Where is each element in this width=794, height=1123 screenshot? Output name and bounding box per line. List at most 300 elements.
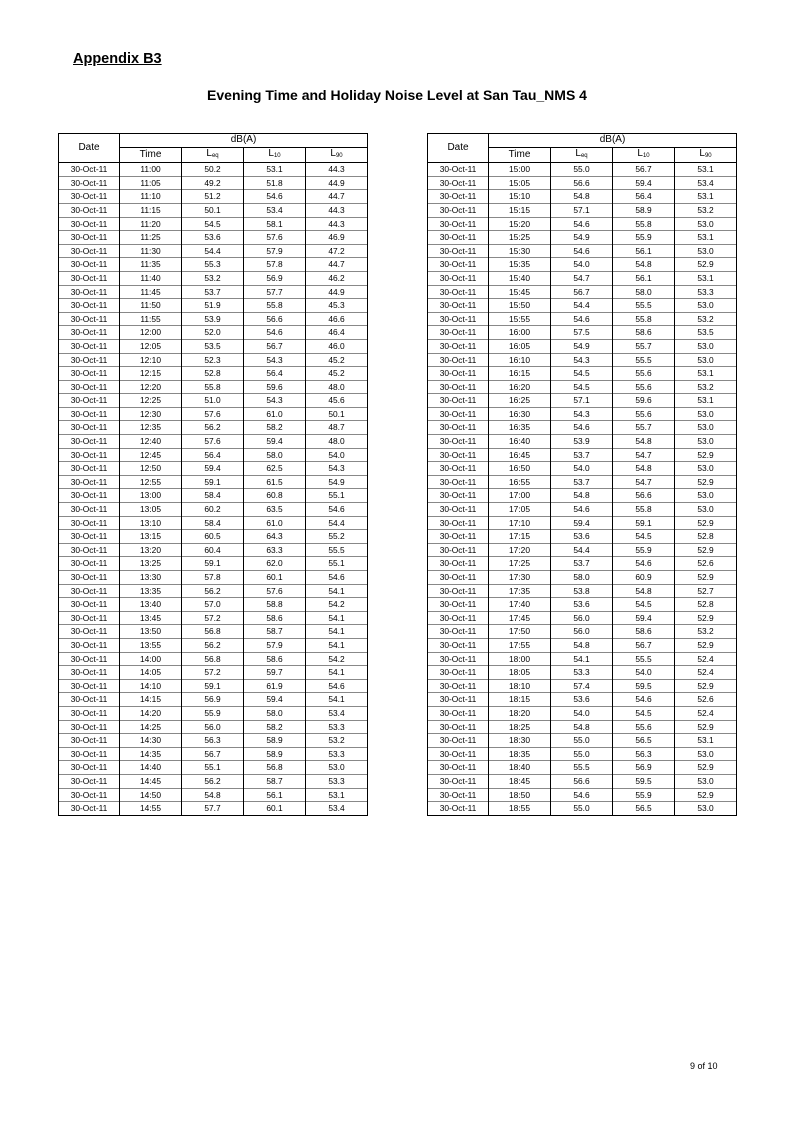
leq-cell: 53.9 [551, 435, 613, 449]
date-cell: 30-Oct-11 [59, 244, 120, 258]
l10-cell: 60.1 [244, 571, 306, 585]
date-cell: 30-Oct-11 [59, 163, 120, 177]
leq-cell: 53.8 [551, 584, 613, 598]
l10-cell: 53.4 [244, 203, 306, 217]
date-cell: 30-Oct-11 [59, 367, 120, 381]
table-row [428, 176, 737, 190]
time-cell: 17:30 [489, 571, 551, 585]
l10-cell: 54.8 [613, 462, 675, 476]
l10-cell: 57.7 [244, 285, 306, 299]
time-cell: 12:35 [120, 421, 182, 435]
date-cell: 30-Oct-11 [59, 231, 120, 245]
leq-cell: 57.2 [182, 666, 244, 680]
l10-cell: 63.5 [244, 503, 306, 517]
date-cell: 30-Oct-11 [428, 190, 489, 204]
unit-header: dB(A) [489, 134, 737, 148]
l10-cell: 60.1 [244, 802, 306, 816]
table-row [59, 462, 368, 476]
l90-cell: 53.1 [675, 734, 737, 748]
time-cell: 15:55 [489, 312, 551, 326]
l90-cell: 54.4 [306, 516, 368, 530]
date-cell: 30-Oct-11 [428, 693, 489, 707]
l90-cell: 53.0 [675, 407, 737, 421]
l10-cell: 56.1 [613, 244, 675, 258]
time-cell: 18:55 [489, 802, 551, 816]
time-cell: 13:25 [120, 557, 182, 571]
date-cell: 30-Oct-11 [59, 625, 120, 639]
l90-header-sub: 90 [704, 152, 712, 159]
l10-cell: 58.9 [613, 203, 675, 217]
l10-cell: 54.0 [613, 666, 675, 680]
l90-cell: 53.0 [675, 774, 737, 788]
time-cell: 14:30 [120, 734, 182, 748]
leq-cell: 56.6 [551, 774, 613, 788]
l10-cell: 64.3 [244, 530, 306, 544]
time-cell: 15:20 [489, 217, 551, 231]
time-cell: 13:40 [120, 598, 182, 612]
l90-cell: 46.4 [306, 326, 368, 340]
leq-cell: 55.1 [182, 761, 244, 775]
l10-cell: 56.1 [244, 788, 306, 802]
leq-cell: 59.1 [182, 557, 244, 571]
l10-header-sub: 10 [642, 152, 650, 159]
time-cell: 16:50 [489, 462, 551, 476]
table-row [428, 693, 737, 707]
l90-cell: 44.3 [306, 217, 368, 231]
leq-cell: 53.9 [182, 312, 244, 326]
time-cell: 14:20 [120, 706, 182, 720]
leq-cell: 54.8 [551, 489, 613, 503]
l10-cell: 60.9 [613, 571, 675, 585]
l90-cell: 52.4 [675, 652, 737, 666]
date-cell: 30-Oct-11 [428, 761, 489, 775]
date-cell: 30-Oct-11 [59, 353, 120, 367]
l10-cell: 59.4 [244, 435, 306, 449]
l90-cell: 53.0 [675, 421, 737, 435]
table-row [59, 448, 368, 462]
date-cell: 30-Oct-11 [59, 394, 120, 408]
l10-cell: 58.0 [244, 448, 306, 462]
table-row [428, 734, 737, 748]
date-cell: 30-Oct-11 [428, 571, 489, 585]
time-cell: 11:45 [120, 285, 182, 299]
time-cell: 15:00 [489, 163, 551, 177]
l90-cell: 53.0 [675, 747, 737, 761]
leq-header-base: L [575, 147, 581, 159]
leq-cell: 54.5 [551, 367, 613, 381]
date-cell: 30-Oct-11 [428, 217, 489, 231]
l90-cell: 53.0 [675, 489, 737, 503]
l90-cell: 54.1 [306, 625, 368, 639]
table-row [59, 299, 368, 313]
date-cell: 30-Oct-11 [428, 557, 489, 571]
date-cell: 30-Oct-11 [59, 421, 120, 435]
date-cell: 30-Oct-11 [428, 475, 489, 489]
leq-cell: 52.0 [182, 326, 244, 340]
l10-cell: 54.8 [613, 258, 675, 272]
l90-cell: 48.7 [306, 421, 368, 435]
table-row [428, 421, 737, 435]
l10-cell: 54.8 [613, 584, 675, 598]
l10-cell: 59.7 [244, 666, 306, 680]
date-cell: 30-Oct-11 [428, 258, 489, 272]
l10-cell: 58.6 [613, 625, 675, 639]
noise-table-left [58, 133, 368, 816]
l10-cell: 51.8 [244, 176, 306, 190]
l10-cell: 54.7 [613, 448, 675, 462]
table-row [428, 190, 737, 204]
date-cell: 30-Oct-11 [428, 435, 489, 449]
table-row [428, 666, 737, 680]
table-row [428, 598, 737, 612]
leq-cell: 56.4 [182, 448, 244, 462]
leq-header [551, 147, 613, 163]
l90-cell: 53.1 [675, 231, 737, 245]
leq-cell: 54.4 [551, 543, 613, 557]
l10-cell: 61.0 [244, 407, 306, 421]
date-cell: 30-Oct-11 [59, 462, 120, 476]
l10-cell: 54.6 [613, 693, 675, 707]
time-cell: 11:10 [120, 190, 182, 204]
date-cell: 30-Oct-11 [428, 802, 489, 816]
l10-cell: 56.5 [613, 734, 675, 748]
l90-cell: 44.3 [306, 203, 368, 217]
l90-cell: 54.6 [306, 503, 368, 517]
l10-cell: 56.4 [613, 190, 675, 204]
leq-cell: 54.3 [551, 407, 613, 421]
date-cell: 30-Oct-11 [59, 679, 120, 693]
l90-cell: 44.9 [306, 285, 368, 299]
l90-cell: 50.1 [306, 407, 368, 421]
date-cell: 30-Oct-11 [428, 271, 489, 285]
table-row [428, 638, 737, 652]
l90-cell: 45.3 [306, 299, 368, 313]
table-row [428, 720, 737, 734]
l90-cell: 54.6 [306, 679, 368, 693]
leq-cell: 51.9 [182, 299, 244, 313]
time-cell: 12:10 [120, 353, 182, 367]
leq-cell: 54.0 [551, 462, 613, 476]
l10-header [613, 147, 675, 163]
l90-cell: 53.3 [306, 720, 368, 734]
time-cell: 11:40 [120, 271, 182, 285]
time-cell: 15:50 [489, 299, 551, 313]
l90-cell: 48.0 [306, 380, 368, 394]
l90-cell: 53.0 [306, 761, 368, 775]
leq-cell: 53.2 [182, 271, 244, 285]
l10-cell: 58.1 [244, 217, 306, 231]
table-row [59, 557, 368, 571]
l10-header [244, 147, 306, 163]
leq-cell: 53.6 [551, 530, 613, 544]
page-number: 9 of 10 [690, 1061, 718, 1071]
leq-cell: 53.6 [551, 598, 613, 612]
date-cell: 30-Oct-11 [59, 448, 120, 462]
date-cell: 30-Oct-11 [428, 163, 489, 177]
table-row [428, 258, 737, 272]
date-cell: 30-Oct-11 [59, 802, 120, 816]
l90-cell: 45.6 [306, 394, 368, 408]
l90-cell: 53.3 [306, 747, 368, 761]
l10-cell: 55.6 [613, 407, 675, 421]
table-row [428, 462, 737, 476]
time-cell: 18:35 [489, 747, 551, 761]
table-row [59, 530, 368, 544]
leq-cell: 55.0 [551, 747, 613, 761]
date-cell: 30-Oct-11 [428, 788, 489, 802]
leq-cell: 54.9 [551, 339, 613, 353]
time-cell: 14:40 [120, 761, 182, 775]
appendix-heading: Appendix B3 [73, 51, 162, 67]
date-cell: 30-Oct-11 [59, 326, 120, 340]
leq-cell: 50.1 [182, 203, 244, 217]
time-cell: 11:30 [120, 244, 182, 258]
l90-cell: 53.0 [675, 435, 737, 449]
table-row [428, 203, 737, 217]
date-cell: 30-Oct-11 [428, 407, 489, 421]
time-cell: 12:50 [120, 462, 182, 476]
date-cell: 30-Oct-11 [59, 407, 120, 421]
leq-cell: 59.4 [182, 462, 244, 476]
table-row [59, 761, 368, 775]
leq-cell: 57.0 [182, 598, 244, 612]
l10-cell: 58.6 [613, 326, 675, 340]
date-cell: 30-Oct-11 [428, 231, 489, 245]
date-cell: 30-Oct-11 [59, 598, 120, 612]
table-row [428, 530, 737, 544]
leq-cell: 52.8 [182, 367, 244, 381]
noise-table-right [427, 133, 737, 816]
time-cell: 16:55 [489, 475, 551, 489]
date-cell: 30-Oct-11 [428, 489, 489, 503]
leq-cell: 54.8 [182, 788, 244, 802]
table-row [59, 503, 368, 517]
leq-cell: 58.4 [182, 489, 244, 503]
leq-cell: 49.2 [182, 176, 244, 190]
leq-cell: 57.8 [182, 571, 244, 585]
time-cell: 18:15 [489, 693, 551, 707]
leq-cell: 54.8 [551, 638, 613, 652]
l10-cell: 60.8 [244, 489, 306, 503]
table-row [428, 448, 737, 462]
time-cell: 15:30 [489, 244, 551, 258]
l90-cell: 53.2 [675, 203, 737, 217]
page-title: Evening Time and Holiday Noise Level at San Tau_NMS 4 [207, 87, 587, 103]
table-row [428, 231, 737, 245]
time-cell: 16:45 [489, 448, 551, 462]
table-row [59, 693, 368, 707]
date-header: Date [428, 134, 489, 163]
l10-cell: 55.9 [613, 231, 675, 245]
date-cell: 30-Oct-11 [59, 516, 120, 530]
l90-cell: 52.8 [675, 598, 737, 612]
leq-cell: 54.5 [182, 217, 244, 231]
date-cell: 30-Oct-11 [428, 530, 489, 544]
l90-header [306, 147, 368, 163]
l90-cell: 53.4 [675, 176, 737, 190]
l90-cell: 55.5 [306, 543, 368, 557]
table-row [59, 774, 368, 788]
date-cell: 30-Oct-11 [59, 299, 120, 313]
leq-cell: 53.3 [551, 666, 613, 680]
table-body-left [59, 163, 368, 816]
l90-cell: 52.9 [675, 258, 737, 272]
l10-cell: 54.7 [613, 475, 675, 489]
leq-cell: 54.9 [551, 231, 613, 245]
l10-cell: 58.7 [244, 774, 306, 788]
table-row [428, 285, 737, 299]
table-row [428, 367, 737, 381]
l90-cell: 46.0 [306, 339, 368, 353]
l90-cell: 55.1 [306, 489, 368, 503]
time-cell: 13:10 [120, 516, 182, 530]
table-row [59, 788, 368, 802]
table-row [428, 489, 737, 503]
l90-cell: 53.2 [306, 734, 368, 748]
table-row [59, 258, 368, 272]
date-cell: 30-Oct-11 [59, 693, 120, 707]
leq-cell: 54.3 [551, 353, 613, 367]
l90-cell: 54.3 [306, 462, 368, 476]
l90-header-sub: 90 [335, 152, 343, 159]
l90-cell: 46.2 [306, 271, 368, 285]
leq-cell: 57.2 [182, 611, 244, 625]
leq-cell: 57.5 [551, 326, 613, 340]
date-cell: 30-Oct-11 [59, 475, 120, 489]
date-cell: 30-Oct-11 [59, 557, 120, 571]
leq-cell: 56.8 [182, 625, 244, 639]
leq-cell: 56.2 [182, 584, 244, 598]
l90-cell: 54.1 [306, 666, 368, 680]
leq-cell: 53.7 [551, 448, 613, 462]
table-row [59, 353, 368, 367]
date-cell: 30-Oct-11 [428, 244, 489, 258]
l90-cell: 55.1 [306, 557, 368, 571]
date-cell: 30-Oct-11 [428, 611, 489, 625]
l10-cell: 54.6 [244, 326, 306, 340]
table-row [428, 435, 737, 449]
table-row [59, 747, 368, 761]
l10-cell: 56.4 [244, 367, 306, 381]
unit-header: dB(A) [120, 134, 368, 148]
l90-cell: 52.9 [675, 611, 737, 625]
leq-cell: 60.5 [182, 530, 244, 544]
time-cell: 13:05 [120, 503, 182, 517]
l90-cell: 54.1 [306, 693, 368, 707]
l90-cell: 54.1 [306, 611, 368, 625]
l10-cell: 55.6 [613, 380, 675, 394]
leq-cell: 56.9 [182, 693, 244, 707]
time-cell: 18:50 [489, 788, 551, 802]
time-cell: 18:20 [489, 706, 551, 720]
l10-cell: 55.5 [613, 353, 675, 367]
table-row [59, 163, 368, 177]
l10-cell: 54.5 [613, 598, 675, 612]
l10-cell: 62.5 [244, 462, 306, 476]
time-cell: 14:15 [120, 693, 182, 707]
time-header: Time [489, 147, 551, 163]
leq-cell: 56.7 [551, 285, 613, 299]
table-row [59, 231, 368, 245]
table-row [428, 802, 737, 816]
date-cell: 30-Oct-11 [59, 652, 120, 666]
l10-cell: 56.8 [244, 761, 306, 775]
l10-cell: 56.6 [244, 312, 306, 326]
l10-cell: 55.7 [613, 421, 675, 435]
table-row [428, 407, 737, 421]
l90-cell: 52.9 [675, 761, 737, 775]
l10-cell: 61.5 [244, 475, 306, 489]
l10-cell: 59.6 [244, 380, 306, 394]
l10-cell: 54.3 [244, 394, 306, 408]
l10-cell: 54.5 [613, 530, 675, 544]
time-cell: 17:40 [489, 598, 551, 612]
date-cell: 30-Oct-11 [59, 611, 120, 625]
leq-cell: 53.5 [182, 339, 244, 353]
date-cell: 30-Oct-11 [59, 761, 120, 775]
date-cell: 30-Oct-11 [59, 543, 120, 557]
table-row [428, 380, 737, 394]
date-cell: 30-Oct-11 [428, 367, 489, 381]
l10-cell: 59.1 [613, 516, 675, 530]
l10-cell: 54.5 [613, 706, 675, 720]
leq-cell: 57.6 [182, 435, 244, 449]
l10-cell: 56.5 [613, 802, 675, 816]
leq-cell: 55.9 [182, 706, 244, 720]
time-cell: 16:20 [489, 380, 551, 394]
date-cell: 30-Oct-11 [428, 706, 489, 720]
l10-cell: 59.4 [244, 693, 306, 707]
time-cell: 11:00 [120, 163, 182, 177]
l10-cell: 57.8 [244, 258, 306, 272]
l90-cell: 52.9 [675, 516, 737, 530]
date-cell: 30-Oct-11 [428, 203, 489, 217]
table-row [59, 625, 368, 639]
l90-cell: 53.0 [675, 503, 737, 517]
l10-cell: 56.3 [613, 747, 675, 761]
date-cell: 30-Oct-11 [59, 530, 120, 544]
l10-cell: 57.6 [244, 231, 306, 245]
table-row [428, 652, 737, 666]
date-cell: 30-Oct-11 [59, 489, 120, 503]
date-cell: 30-Oct-11 [428, 747, 489, 761]
l90-cell: 44.7 [306, 258, 368, 272]
l10-cell: 56.7 [613, 163, 675, 177]
date-cell: 30-Oct-11 [59, 720, 120, 734]
l90-cell: 52.9 [675, 475, 737, 489]
l90-cell: 54.0 [306, 448, 368, 462]
time-cell: 13:30 [120, 571, 182, 585]
time-cell: 14:10 [120, 679, 182, 693]
l90-cell: 52.9 [675, 679, 737, 693]
table-row [59, 326, 368, 340]
l90-cell: 53.1 [675, 271, 737, 285]
table-row [428, 244, 737, 258]
table-row [59, 176, 368, 190]
leq-header [182, 147, 244, 163]
table-row [59, 802, 368, 816]
l10-cell: 61.9 [244, 679, 306, 693]
table-body-right [428, 163, 737, 816]
time-cell: 17:35 [489, 584, 551, 598]
leq-cell: 54.6 [551, 217, 613, 231]
date-cell: 30-Oct-11 [428, 176, 489, 190]
table-row [59, 407, 368, 421]
leq-cell: 56.7 [182, 747, 244, 761]
l10-cell: 61.0 [244, 516, 306, 530]
table-row [59, 611, 368, 625]
l10-cell: 55.9 [613, 788, 675, 802]
